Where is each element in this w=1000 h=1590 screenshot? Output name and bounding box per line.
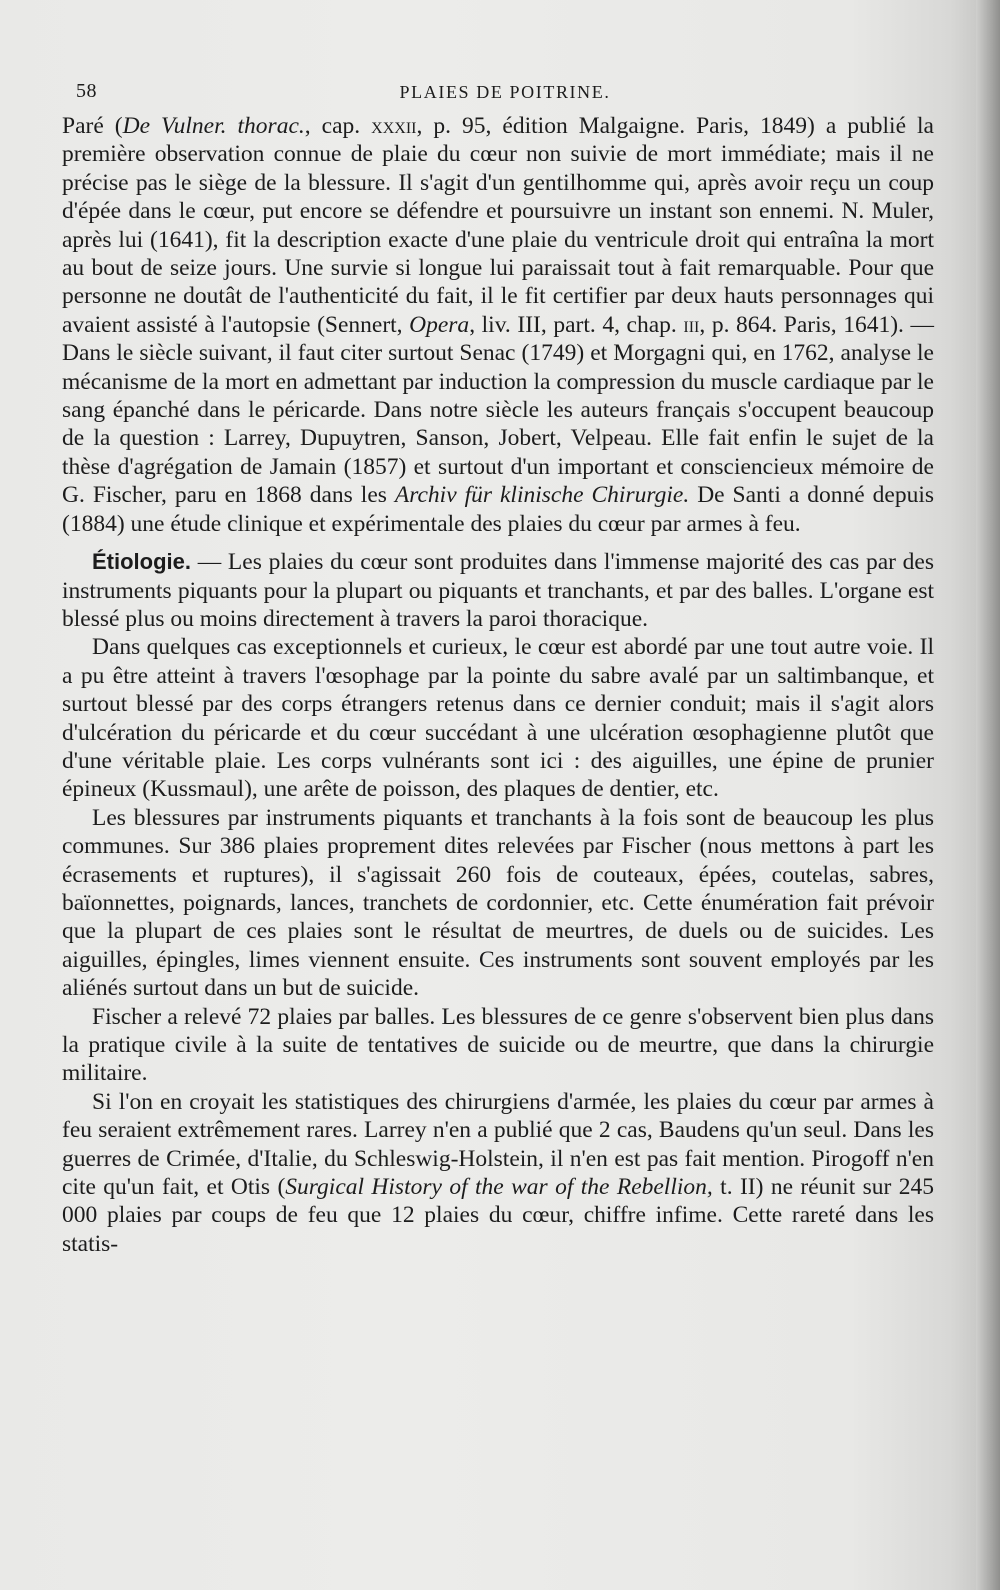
page-number: 58 bbox=[76, 80, 97, 102]
paragraph-history: Paré (De Vulner. thorac., cap. xxxii, p. 95, édition Malgaigne. Paris, 1849) a publié la première observation connue de plaie du cœur non suivie de mort immédiate; mais il ne précise pas le siège de la blessure. Il s'agit d'un gentilhomme qui, après avoir reçu un coup d'épée dans le cœur, put encore se défendre et poursuivre un instant son ennemi. N. Muler, après lui (1641), fit la description exacte d'une plaie du ventricule droit qui entraîna la mort au bout de seize jours. Une survie si longue lui paraissait tout à fait remarquable. Pour que personne ne doutât de l'authenticité du fait, il le fit certifier par deux hauts personnages qui avaient assisté à l'autopsie (Sennert, Opera, liv. III, part. 4, chap. iii, p. 864. Paris, 1641). — Dans le siècle suivant, il faut citer surtout Senac (1749) et Morgagni qui, en 1762, analyse le mécanisme de la mort en admettant par induction la compression du muscle cardiaque par le sang épanché dans le péricarde. Dans notre siècle les auteurs français s'occupent beaucoup de la question : Larrey, Dupuytren, Sanson, Jobert, Velpeau. Elle fait enfin le sujet de la thèse d'agrégation de Jamain (1857) et surtout d'un important et consciencieux mémoire de G. Fischer, paru en 1868 dans les Archiv für klinische Chirurgie. De Santi a donné depuis (1884) une étude clinique et expérimentale des plaies du cœur par armes à feu. bbox=[62, 113, 934, 537]
section-heading: Étiologie. bbox=[92, 549, 191, 575]
body-text bbox=[62, 112, 934, 1258]
page-header bbox=[76, 80, 934, 108]
paragraph-military-statistics: Si l'on en croyait les statistiques des chirurgiens d'armée, les plaies du cœur par armes à feu seraient extrêmement rares. Larrey n'en a publié que 2 cas, Baudens qu'un seul. Dans les guerres de Crimée, d'Italie, du Schleswig-Holstein, il n'en est pas fait mention. Pirogoff n'en cite qu'un fait, et Otis (Surgical History of the war of the Rebellion, t. II) ne réunit sur 245 000 plaies par coups de feu que 12 plaies du cœur, chiffre infime. Cette rareté dans les statis- bbox=[62, 1088, 934, 1257]
paragraph-sharp-instruments: Les blessures par instruments piquants et tranchants à la fois sont de beaucoup les plus communes. Sur 386 plaies proprement dites relevées par Fischer (nous mettons à part les écrasements et ruptures), il s'agissait 260 fois de couteaux, épées, coutelas, sabres, baïonnettes, poignards, lances, tranchets de cordonnier, etc. Cette énumération fait prévoir que la plupart de ces plaies sont le résultat de meurtres, de duels ou de suicides. Les aiguilles, épingles, limes viennent ensuite. Ces instruments sont souvent employés par les aliénés surtout dans un but de suicide. bbox=[62, 804, 934, 1002]
paragraph-exceptional-cases: Dans quelques cas exceptionnels et curieux, le cœur est abordé par une tout autre voie. Il a pu être atteint à travers l'œsophage par la pointe du sabre avalé par un saltimbanque, et surtout blessé par des corps étrangers retenus dans ce dernier conduit; mais il s'agit alors d'ulcération du péricarde et du cœur succédant à une ulcération œsophagienne plutôt que d'une véritable plaie. Les corps vulnérants sont ici : des aiguilles, une épine de prunier épineux (Kussmaul), une arête de poisson, des plaques de dentier, etc. bbox=[62, 634, 934, 803]
paragraph-etiologie: Étiologie. — Les plaies du cœur sont produites dans l'immense majorité des cas par des instruments piquants pour la plupart ou piquants et tranchants, et par des balles. L'organe est blessé plus ou moins directement à travers la paroi thoracique. bbox=[62, 549, 934, 632]
running-title: PLAIES DE POITRINE. bbox=[399, 82, 611, 102]
paragraph-bullets: Fischer a relevé 72 plaies par balles. Les blessures de ce genre s'observent bien plus dans la pratique civile à la suite de tentatives de suicide ou de meurtre, que dans la chirurgie militaire. bbox=[62, 1003, 934, 1087]
page-edge-shadow bbox=[976, 0, 1000, 1590]
